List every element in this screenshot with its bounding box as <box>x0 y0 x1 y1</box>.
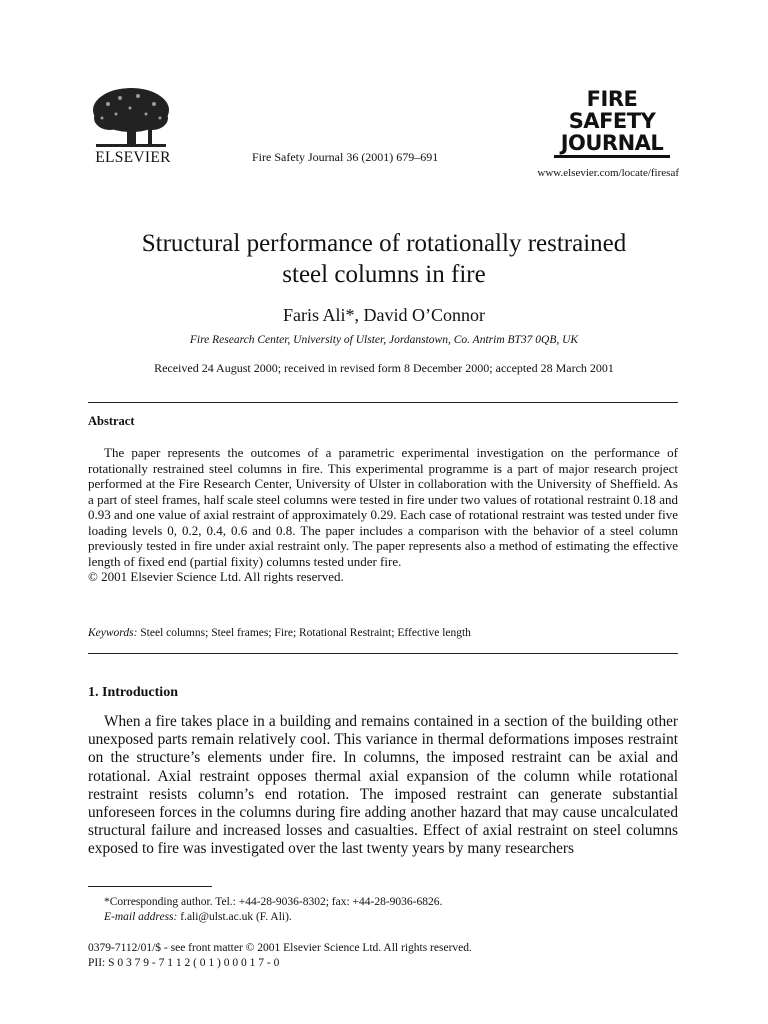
pii-line: PII: S 0 3 7 9 - 7 1 1 2 ( 0 1 ) 0 0 0 1 7 - 0 <box>88 957 280 969</box>
journal-logo-line-3: JOURNAL <box>560 131 664 155</box>
journal-reference: Fire Safety Journal 36 (2001) 679–691 <box>252 150 439 164</box>
article-title <box>40 228 728 290</box>
authors: Faris Ali*, David O’Connor <box>283 305 485 325</box>
keywords-label: Keywords: <box>88 627 138 639</box>
journal-url[interactable]: www.elsevier.com/locate/firesaf <box>537 167 679 179</box>
front-matter-block <box>88 941 678 971</box>
abstract-copyright: © 2001 Elsevier Science Ltd. All rights reserved. <box>88 569 344 584</box>
journal-logo-line-2: SAFETY <box>568 109 656 133</box>
footnote-corresponding-author: *Corresponding author. Tel.: +44-28-9036-8302; fax: +44-28-9036-6826. <box>104 896 443 908</box>
journal-logo-line-1: FIRE <box>586 87 638 111</box>
title-line-2: steel columns in fire <box>282 261 486 288</box>
publisher-name: ELSEVIER <box>95 149 171 166</box>
keywords <box>88 627 678 639</box>
footnote-email-label: E-mail address: <box>104 911 178 923</box>
footnote-email-line <box>88 910 678 925</box>
section-heading-introduction: 1. Introduction <box>88 685 178 700</box>
title-line-1: Structural performance of rotationally restrained <box>141 230 627 257</box>
footnote <box>88 895 678 925</box>
abstract-text: The paper represents the outcomes of a parametric experimental investigation on the performance of rotationally restrained steel columns in fire. This experimental programme is a part of major research project performed at the Fire Research Center, University of Ulster in collaboration with the University of Sheffield. As a part of steel frames, half scale steel columns were tested in fire under two values of rotational restraint 0.18 and 0.93 and one value of axial restraint of approximately 0.29. Each case of rotational restraint was tested under five loading levels 0, 0.2, 0.4, 0.6 and 0.8. The paper includes a comparison with the behavior of a steel column previously tested in fire under axial restraint only. The paper represents also a method of estimating the effective length of fixed end (partial fixity) columns tested under fire. <box>88 445 678 569</box>
divider-top <box>88 402 678 403</box>
divider-middle <box>88 653 678 654</box>
abstract-body <box>88 445 678 585</box>
journal-logo <box>548 88 676 158</box>
abstract-heading: Abstract <box>88 414 135 428</box>
introduction-body: When a fire takes place in a building and remains contained in a section of the building other unexposed parts remain relatively cool. This variance in thermal deformations imposes restraint on the structure’s elements under fire. In columns, the imposed restraint can be axial and rotational. Axial restraint opposes thermal axial expansion of the column while rotational restraint resists column’s end rotation. The imposed restraint can generate substantial unforeseen forces in the columns during fire adding another hazard that may cause uncalculated structural failure and increased losses and casualties. Effect of axial restraint on steel columns exposed to fire was investigated over the last twenty years by many researchers <box>88 713 678 858</box>
journal-logo-underline <box>554 155 670 158</box>
footnote-email[interactable]: f.ali@ulst.ac.uk (F. Ali). <box>180 911 292 923</box>
article-dates: Received 24 August 2000; received in revised form 8 December 2000; accepted 28 March 2001 <box>154 361 614 375</box>
keywords-text: Steel columns; Steel frames; Fire; Rotational Restraint; Effective length <box>140 627 471 639</box>
issn-line: 0379-7112/01/$ - see front matter © 2001 Elsevier Science Ltd. All rights reserved. <box>88 942 472 954</box>
affiliation: Fire Research Center, University of Ulster, Jordanstown, Co. Antrim BT37 0QB, UK <box>189 334 579 346</box>
footnote-divider <box>88 886 212 887</box>
